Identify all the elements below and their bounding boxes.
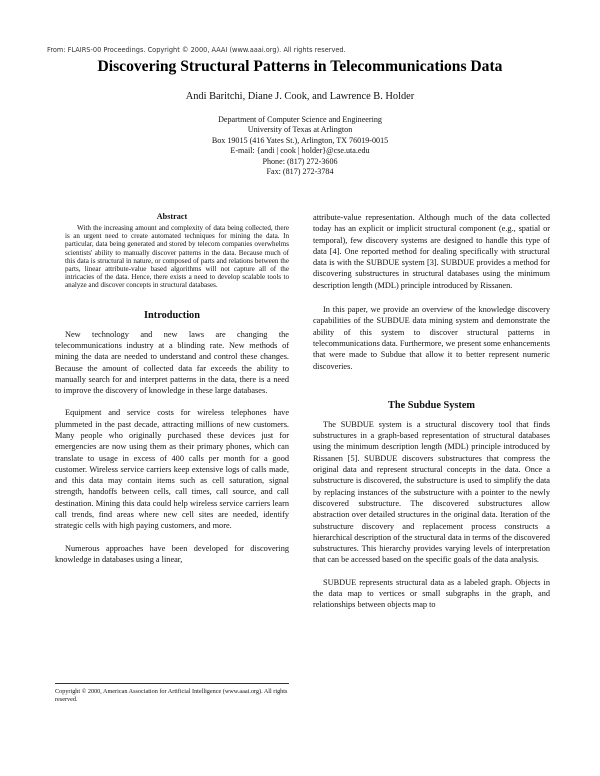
- abstract-heading: Abstract: [156, 212, 188, 221]
- intro-paragraph-3: Numerous approaches have been developed for discovering knowledge in databases using a linear,: [55, 543, 289, 564]
- affiliation-department: Department of Computer Science and Engineering: [218, 115, 382, 124]
- affiliation-phone: Phone: (817) 272-3606: [262, 156, 338, 166]
- abstract-text: With the increasing amount and complexity of data being collected, there is an urgent need to create automated techniques for mining the data. In particular, data being generated and stored by telecom companies overwhelms scientists' ability to manually discover patterns in the data. Because much of this data is structural in nature, or composed of parts and relations between the parts, linear attribute-value based algorithms will not capture all of the intricacies of the data. Hence, there exists a need to develop scalable tools to analyze and discover concepts in structural databases.: [65, 224, 289, 290]
- affiliation-fax: Fax: (817) 272-3784: [266, 167, 334, 177]
- paper-title: Discovering Structural Patterns in Telecommunications Data: [97, 58, 503, 75]
- overview-paragraph: In this paper, we provide an overview of the knowledge discovery capabilities of the SUBDUE data mining system and demonstrate the ability of this system to discover structural patterns in telecommunications data. Furthermore, we present some enhancements that were made to Subdue that allow it to better represent numeric discoveries.: [313, 305, 550, 371]
- intro-paragraph-1: New technology and new laws are changing the telecommunications industry at a blinding rate. New methods of mining the data are needed to understand and control these changes. Because the amount of collected data far exceeds the ability to manually search for and interpret patterns in the data, there is a need to improve the discovery of knowledge in these large databases.: [55, 329, 289, 396]
- copyright-footnote: Copyright © 2000, American Association for Artificial Intelligence (www.aaai.org). All rights reserved.: [55, 688, 288, 704]
- copyright-header: From: FLAIRS-00 Proceedings. Copyright © 2000, AAAI (www.aaai.org). All rights reserved.: [47, 46, 346, 54]
- subdue-system-heading: The Subdue System: [388, 399, 475, 411]
- right-column: [313, 212, 550, 611]
- subdue-paragraph-1: The SUBDUE system is a structural discovery tool that finds substructures in a graph-based representation of structural databases using the minimum description length (MDL) principle introduced by Rissanen [5]. SUBDUE discovers substructures that compress the original data and represent structural concepts in the data. Once a substructure is discovered, the substructure is used to simplify the data by replacing instances of the substructure with a pointer to the newly discovered substructure. The discovered substructures allow abstraction over detailed structures in the original data. Iteration of the substructure discovery and replacement process constructs a hierarchical description of the structural data in terms of the discovered substructures. This hierarchy provides varying levels of interpretation that can be accessed based on the specific goals of the data analysis.: [313, 419, 550, 565]
- introduction-heading: Introduction: [144, 309, 200, 321]
- affiliation-address: Box 19015 (416 Yates St.), Arlington, TX 76019-0015: [211, 135, 389, 145]
- subdue-paragraph-2: SUBDUE represents structural data as a labeled graph. Objects in the data map to vertices or small subgraphs in the graph, and relationships between objects map to: [313, 577, 550, 610]
- affiliation-university: University of Texas at Arlington: [247, 125, 353, 135]
- affiliation-block: [0, 115, 600, 177]
- intro-paragraph-2: Equipment and service costs for wireless telephones have plummeted in the past decade, attracting millions of new customers. Many people who originally purchased these devices just for emergencies are now using them as their primary phones, which can translate to usage in excess of 400 calls per month for a good customer. Wireless service carriers keep extensive logs of calls made, and this data may contain items such as cell saturation, signal strength, handoffs between cells, call times, call source, and call destination. Mining this data could help wireless service carriers learn call trends, find areas where new cell sites are needed, identify strategic cells with high paying customers, and more.: [55, 408, 289, 531]
- left-column: [55, 212, 289, 565]
- affiliation-email: E-mail: {andi | cook | holder}@cse.uta.edu: [230, 146, 370, 156]
- author-list: Andi Baritchi, Diane J. Cook, and Lawrence B. Holder: [185, 91, 415, 102]
- continued-paragraph: attribute-value representation. Although much of the data collected today has an explicit or implicit structural component (e.g., spatial or temporal), few discovery systems are designed to handle this type of data [4]. One reported method for dealing specifically with structural data is with the SUBDUE system [3]. SUBDUE provides a method for discovering substructures in structural databases using the minimum description length (MDL) principle introduced by Rissanen.: [313, 213, 550, 290]
- footnote-divider: [55, 683, 289, 684]
